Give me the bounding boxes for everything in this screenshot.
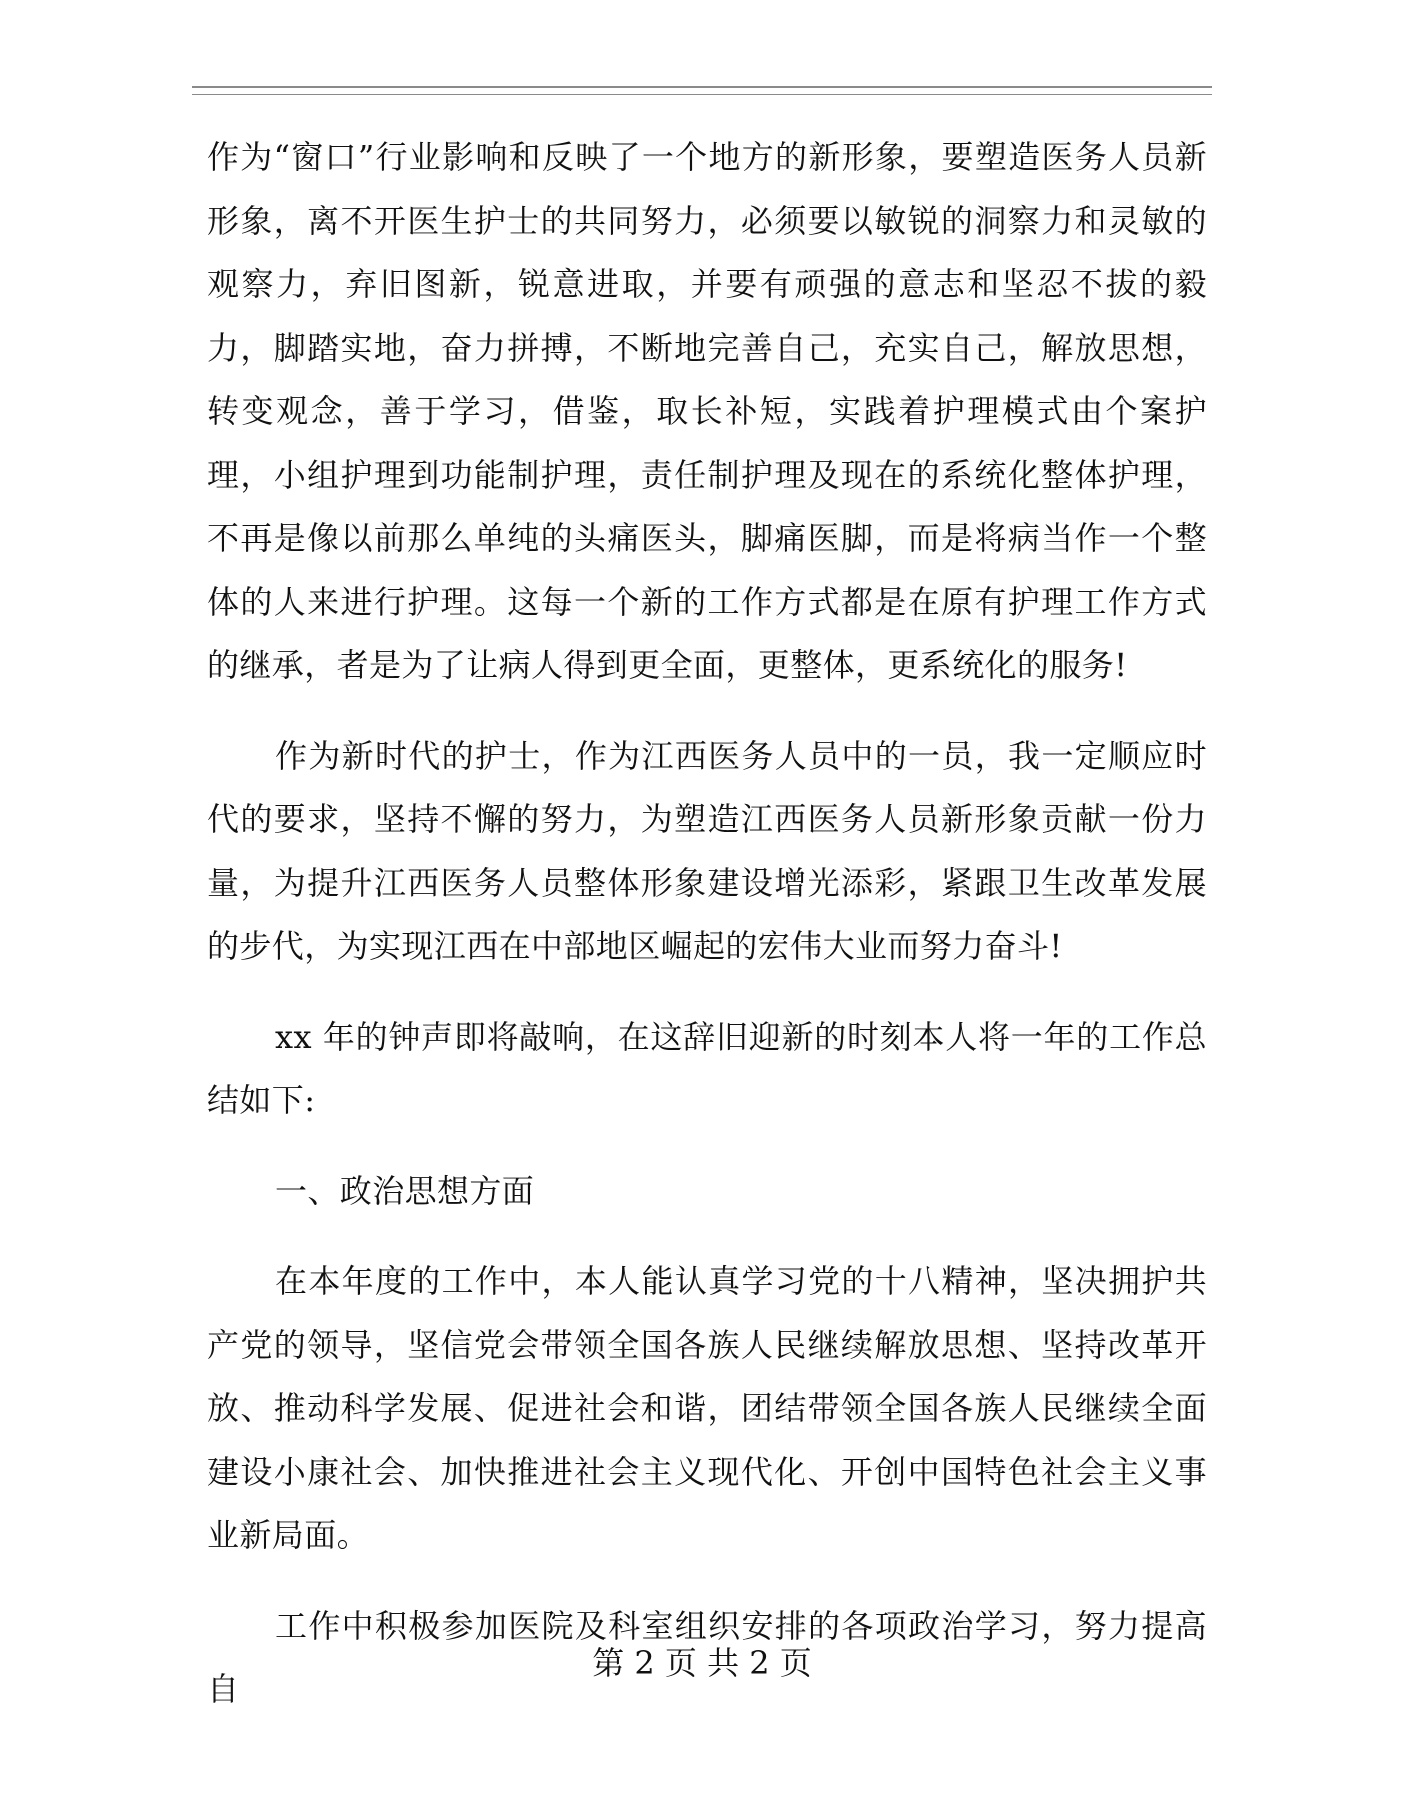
document-body (207, 126, 1207, 1749)
paragraph-1: 作为“窗口”行业影响和反映了一个地方的新形象，要塑造医务人员新形象，离不开医生护士的共同努力，必须要以敏锐的洞察力和灵敏的观察力，弃旧图新，锐意进取，并要有顽强的意志和坚忍不拔的毅力，脚踏实地，奋力拼搏，不断地完善自己，充实自己，解放思想，转变观念，善于学习，借鉴，取长补短，实践着护理模式由个案护理，小组护理到功能制护理，责任制护理及现在的系统化整体护理，不再是像以前那么单纯的头痛医头，脚痛医脚，而是将病当作一个整体的人来进行护理。这每一个新的工作方式都是在原有护理工作方式的继承，者是为了让病人得到更全面，更整体，更系统化的服务! (207, 138, 1207, 684)
page-number: 第 2 页 共 2 页 (592, 1644, 812, 1682)
paragraph-3: xx 年的钟声即将敲响，在这辞旧迎新的时刻本人将一年的工作总结如下: (207, 1017, 1207, 1119)
paragraph-4: 在本年度的工作中，本人能认真学习党的十八精神，坚决拥护共产党的领导，坚信党会带领全国各族人民继续解放思想、坚持改革开放、推动科学发展、促进社会和谐，团结带领全国各族人民继续全面建设小康社会、加快推进社会主义现代化、开创中国特色社会主义事业新局面。 (207, 1262, 1207, 1554)
paragraph-5: 工作中积极参加医院及科室组织安排的各项政治学习，努力提高自 (207, 1606, 1207, 1708)
paragraph-2: 作为新时代的护士，作为江西医务人员中的一员，我一定顺应时代的要求，坚持不懈的努力，为塑造江西医务人员新形象贡献一份力量，为提升江西医务人员整体形象建设增光添彩，紧跟卫生改革发展的步代，为实现江西在中部地区崛起的宏伟大业而努力奋斗! (207, 736, 1207, 965)
section-heading-politics: 一、政治思想方面 (275, 1171, 535, 1210)
header-rule (192, 86, 1212, 95)
